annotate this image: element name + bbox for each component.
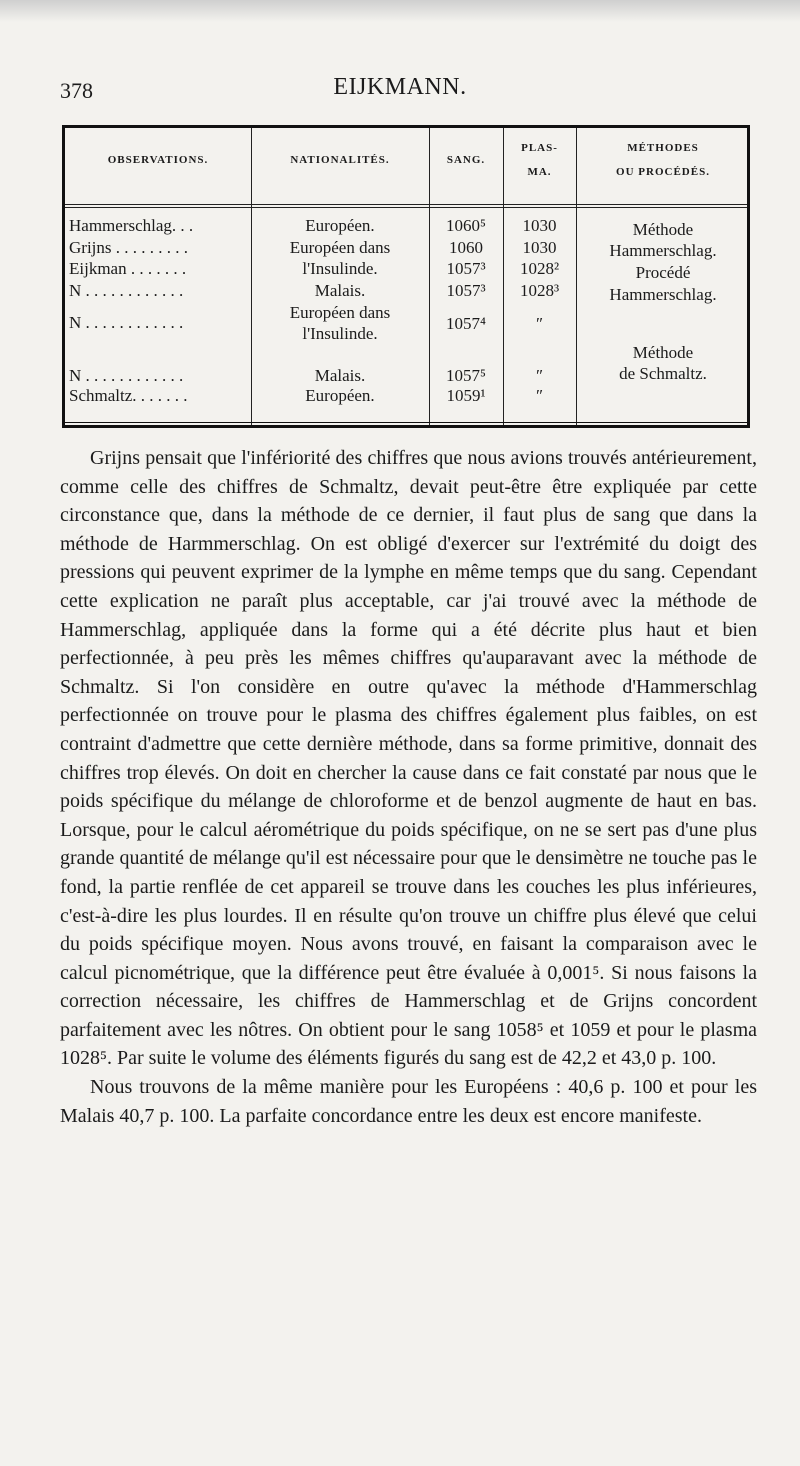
obs-cell: Schmaltz. . . . . . . (69, 386, 188, 405)
method-cell: Méthode (632, 343, 694, 362)
obs-cell: N . . . . . . . . . . . . (69, 281, 184, 300)
header-plasma-1: PLAS- (521, 142, 558, 154)
nat-cell: Européen dans (289, 238, 391, 257)
header-sang: SANG. (446, 154, 486, 166)
sang-cell: 1060 (449, 238, 483, 257)
scan-edge (0, 0, 800, 22)
page-number: 378 (60, 78, 93, 103)
paragraph: Nous trouvons de la même manière pour les Européens : 40,6 p. 100 et pour les Malais 40,7 p. 100. La parfaite concordance entre les deux est encore manifeste. (60, 1076, 757, 1127)
header-plasma-2: MA. (527, 166, 552, 178)
nat-cell: Malais. (314, 281, 366, 300)
page-title: EIJKMANN. (333, 74, 467, 100)
paragraph: Grijns pensait que l'infériorité des chiffres que nous avions trouvés antérieurement, comme celle des chiffres de Schmaltz, devait peut-être être expliquée par cette circonstance que, dans la méthode de ce dernier, il faut plus de sang que dans la méthode de Harmmerschlag. On est obligé d'exercer sur l'extrémité du doigt des pressions qui peuvent exprimer de la lymphe en même temps que du sang. Cependant cette explication ne paraît plus acceptable, car j'ai trouvé avec la méthode de Hammerschlag, appliquée dans la forme qui a été décrite plus haut et bien perfectionnée, à peu près les mêmes chiffres qu'auparavant avec la méthode de Schmaltz. Si l'on considère en outre qu'avec la méthode d'Hammerschlag perfectionnée on trouve pour le plasma des chiffres également plus faibles, on est contraint d'admettre que cette dernière méthode, dans sa forme primitive, donnait des chiffres trop élevés. On doit en chercher la cause dans ce fait constaté par nous que le poids spécifique du mélange de chloroforme et de benzol augmente de haut en bas. Lorsque, pour le calcul aérométrique du poids spécifique, on ne se sert pas d'une plus grande quantité de mélange qu'il est nécessaire pour que le densimètre ne touche pas le fond, la partie renflée de cet appareil se trouve dans les couches les plus inférieures, c'est-à-dire les plus lourdes. Il en résulte qu'on trouve un chiffre plus élevé que celui du poids spécifique moyen. Nous avons trouvé, en faisant la comparaison avec le calcul picnométrique, que la différence peut être évaluée à 0,001⁵. Si nous faisons la correction nécessaire, les chiffres de Hammerschlag et de Grijns concordent parfaitement avec les nôtres. On obtient pour le sang 1058⁵ et 1059 et pour le plasma 1028⁵. Par suite le volume des éléments figurés du sang est de 42,2 et 43,0 p. 100. (60, 447, 757, 1070)
plasma-cell: 1028³ (519, 281, 560, 300)
header-methodes-1: MÉTHODES (627, 142, 699, 154)
method-cell: de Schmaltz. (619, 364, 707, 383)
method-cell: Procédé (635, 263, 691, 282)
method-cell: Hammerschlag. (609, 285, 717, 304)
body-text (60, 444, 757, 1130)
method-cell: Hammerschlag. (609, 241, 717, 260)
plasma-cell: 1030 (522, 238, 557, 257)
header-rule (65, 207, 747, 208)
plasma-cell: ″ (535, 314, 544, 333)
sang-cell: 1057³ (446, 259, 486, 278)
nat-cell: Européen. (305, 386, 375, 405)
sang-cell: 1057⁴ (446, 314, 486, 333)
nat-cell: l'Insulinde. (302, 324, 378, 343)
data-table (62, 125, 750, 428)
header-observations: OBSERVATIONS. (107, 154, 209, 166)
header-methodes-2: OU PROCÉDÉS. (616, 166, 710, 178)
sang-cell: 1057⁵ (446, 366, 486, 385)
header-nationalites: NATIONALITÉS. (290, 154, 390, 166)
obs-cell: Hammerschlag. . . (69, 216, 194, 235)
sang-cell: 1059¹ (446, 386, 486, 405)
nat-cell: Malais. (314, 366, 366, 385)
nat-cell: Européen dans (289, 303, 391, 322)
plasma-cell: 1030 (522, 216, 557, 235)
obs-cell: Grijns . . . . . . . . . (69, 238, 188, 257)
nat-cell: Européen. (305, 216, 375, 235)
plasma-cell: ″ (535, 386, 544, 405)
obs-cell: Eijkman . . . . . . . (69, 259, 187, 278)
obs-cell: N . . . . . . . . . . . . (69, 366, 184, 385)
method-cell: Méthode (632, 220, 694, 239)
nat-cell: l'Insulinde. (302, 259, 378, 278)
running-head (0, 70, 800, 110)
header-rule (65, 204, 747, 205)
obs-cell: N . . . . . . . . . . . . (69, 313, 184, 332)
sang-cell: 1057³ (446, 281, 486, 300)
plasma-cell: ″ (535, 366, 544, 385)
sang-cell: 1060⁵ (446, 216, 486, 235)
plasma-cell: 1028² (519, 259, 560, 278)
